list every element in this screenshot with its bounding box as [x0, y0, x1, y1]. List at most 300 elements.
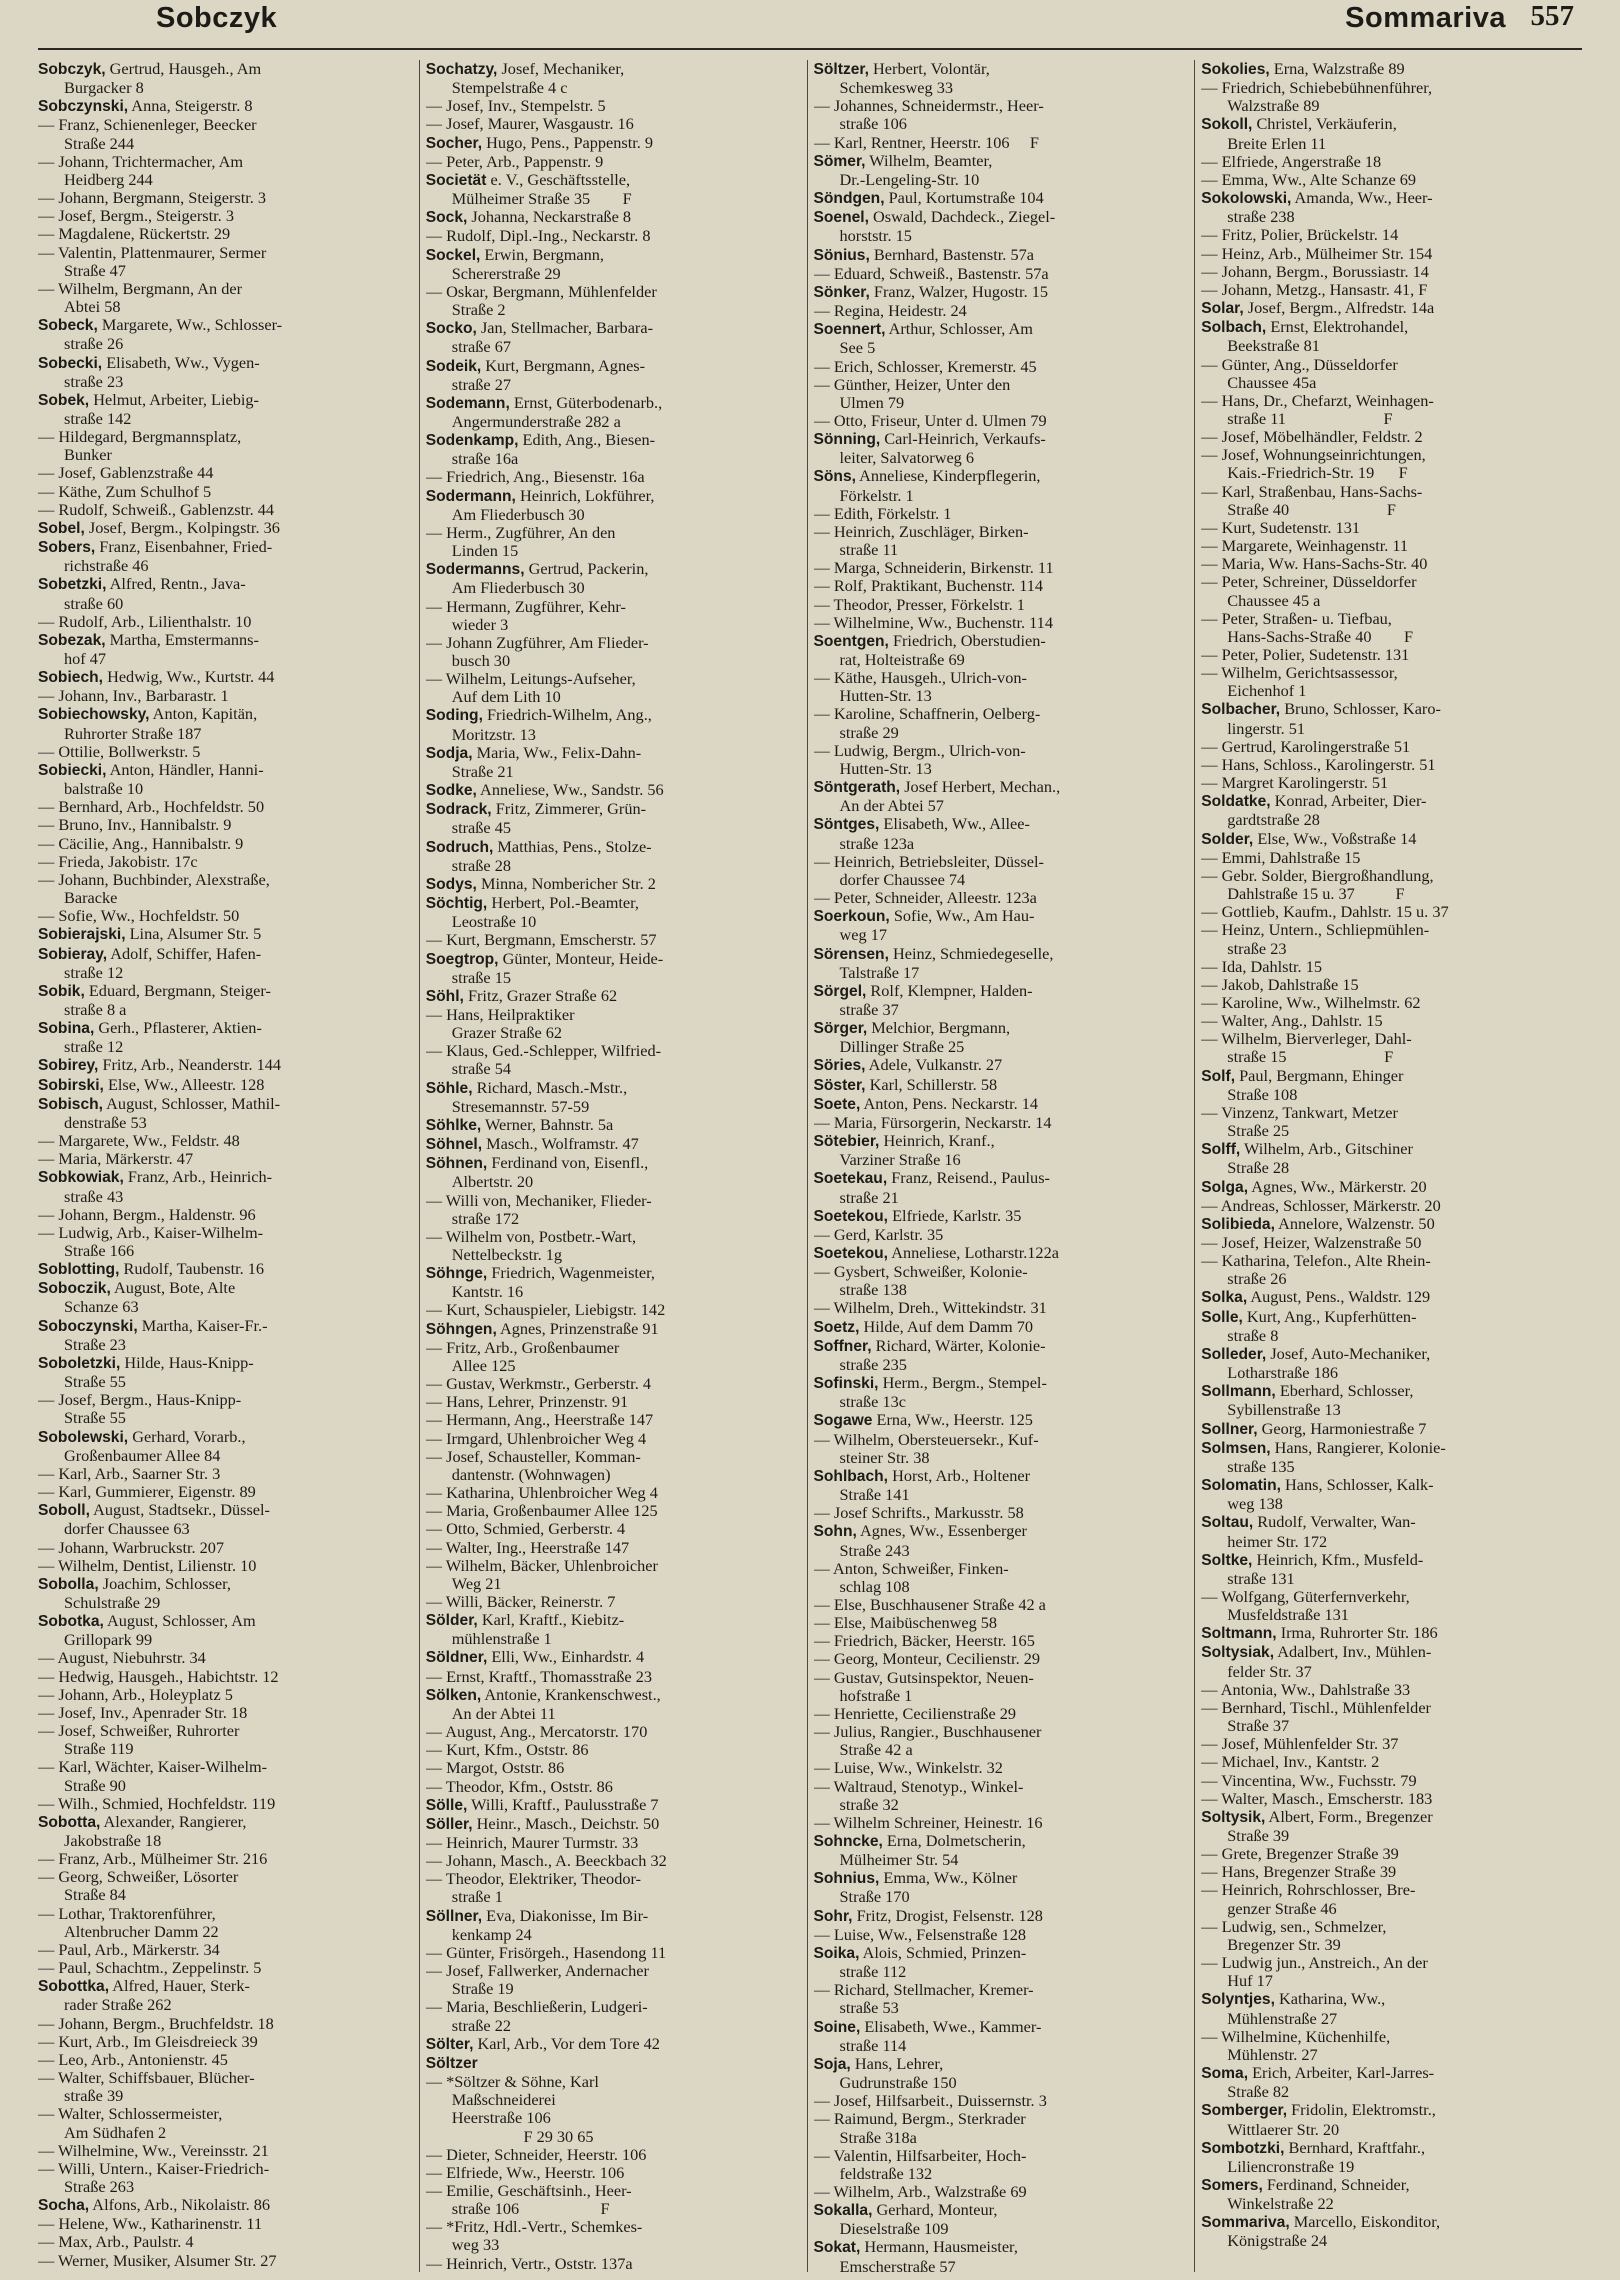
entry-text: — Herm., Zugführer, An den	[425, 523, 616, 542]
entry-text: — Emmi, Dahlstraße 15	[1201, 848, 1361, 867]
directory-entry-line	[1201, 1735, 1576, 1753]
directory-entry-line	[814, 2258, 1189, 2272]
directory-entry-line	[38, 1038, 413, 1056]
entry-text: — Georg, Schweißer, Lösorter	[38, 1868, 239, 1887]
entry-text: straße 106 F	[451, 2200, 610, 2219]
directory-entry	[1201, 1215, 1576, 1234]
entry-surname: Sobecki,	[38, 354, 103, 372]
entry-text: — Karl, Wächter, Kaiser-Wilhelm-	[38, 1758, 268, 1777]
entry-surname: Sommariva,	[1201, 2214, 1290, 2232]
entry-text: lingerstr. 51	[1227, 719, 1306, 738]
directory-entry-line	[38, 79, 413, 97]
directory-entry-line	[426, 413, 801, 431]
directory-entry-line	[426, 1539, 801, 1557]
entry-text: Margarete, Ww., Schlosser-	[97, 316, 283, 335]
entry-text: straße 235	[839, 1355, 907, 1374]
entry-text: straße 112	[839, 1963, 907, 1982]
entry-surname: Sokalla,	[813, 2202, 873, 2220]
directory-entry-line	[1201, 555, 1576, 573]
entry-text: Fritz, Drogist, Felsenstr. 128	[852, 1906, 1043, 1925]
directory-entry-line	[38, 1520, 413, 1538]
entry-text: straße 12	[64, 963, 124, 982]
directory-entry-line	[814, 1114, 1189, 1132]
entry-text: Helmut, Arbeiter, Liebig-	[89, 390, 259, 409]
entry-text: busch 30	[451, 652, 511, 670]
entry-text: — Wilhelm, Arb., Walzstraße 69	[813, 2182, 1027, 2201]
entry-text: — Käthe, Zum Schulhof 5	[38, 482, 212, 501]
entry-text: — Gysbert, Schweißer, Kolonie-	[813, 1263, 1028, 1282]
directory-entry	[814, 982, 1189, 1001]
entry-text: Straße 82	[1227, 2083, 1290, 2102]
entry-text: — Bernhard, Arb., Hochfeldstr. 50	[38, 798, 265, 817]
directory-entry	[38, 1019, 413, 1038]
entry-text: straße 142	[64, 409, 132, 428]
entry-text: Anneliese, Lotharstr.122a	[888, 1244, 1059, 1262]
entry-text: dorfer Chaussee 63	[64, 1520, 190, 1539]
directory-entry-line	[814, 1263, 1189, 1281]
entry-text: Oswald, Dachdeck., Ziegel-	[868, 208, 1056, 227]
entry-text: — Karl, Rentner, Heerstr. 106 F	[813, 133, 1039, 152]
directory-entry-line	[1201, 79, 1576, 97]
directory-entry-line	[1201, 720, 1576, 738]
entry-text: Varziner Straße 16	[839, 1151, 961, 1170]
entry-text: Franz, Eisenbahner, Fried-	[95, 538, 273, 557]
entry-surname: Söhlke,	[425, 1116, 482, 1134]
entry-text: — Gustav, Gutsinspektor, Neuen-	[813, 1668, 1034, 1687]
directory-entry-line	[426, 1228, 801, 1246]
entry-text: — Margarete, Weinhagenstr. 11	[1201, 537, 1409, 556]
directory-entry	[38, 1317, 413, 1336]
entry-text: — Georg, Monteur, Cecilienstr. 29	[813, 1650, 1040, 1669]
directory-entry-line	[1201, 1606, 1576, 1624]
directory-entry-line	[1201, 1900, 1576, 1918]
directory-entry-line	[426, 1834, 801, 1852]
directory-entry-line	[814, 1578, 1189, 1596]
directory-entry-line	[38, 1686, 413, 1704]
directory-entry-line	[38, 1795, 413, 1813]
entry-surname: Soete,	[813, 1095, 861, 1113]
entry-text: — Theodor, Presser, Förkelstr. 1	[813, 595, 1025, 614]
entry-surname: Socha,	[38, 2197, 90, 2215]
directory-entry	[426, 487, 801, 506]
entry-text: Ulmen 79	[839, 393, 905, 412]
entry-text: Konrad, Arbeiter, Dier-	[1270, 792, 1427, 811]
entry-text: Franz, Arb., Heinrich-	[123, 1168, 273, 1187]
entry-text: — August, Ang., Mercatorstr. 170	[425, 1723, 648, 1742]
entry-text: Gerh., Pflasterer, Aktien-	[94, 1019, 262, 1038]
entry-text: — Kurt, Arb., Im Gleisdreieck 39	[38, 2032, 258, 2051]
directory-entry-line	[38, 1150, 413, 1168]
directory-entry-line	[814, 559, 1189, 577]
entry-text: — Johannes, Schneidermstr., Heer-	[813, 97, 1044, 116]
entry-text: Horst, Arb., Holtener	[888, 1466, 1030, 1485]
directory-entry-line	[814, 797, 1189, 815]
directory-entry-line	[426, 1060, 801, 1078]
entry-text: — Josef, Fallwerker, Andernacher	[425, 1962, 649, 1981]
entry-text: Josef, Bergm., Alfredstr. 14a	[1243, 299, 1435, 318]
entry-text: — Walter, Schlossermeister,	[38, 2105, 223, 2124]
directory-entry-line	[814, 760, 1189, 778]
directory-entry-line	[1201, 940, 1576, 958]
entry-surname: Söltzer,	[813, 61, 869, 78]
entry-text: Straße 19	[451, 1980, 514, 1999]
entry-surname: Söldner,	[425, 1649, 488, 1667]
directory-entry-line	[38, 1409, 413, 1427]
column-3	[807, 60, 1195, 2272]
entry-text: Fritz, Grazer Straße 62	[463, 986, 618, 1005]
entry-text: — Wilhelmine, Küchenhilfe,	[1201, 2027, 1391, 2046]
directory-entry	[38, 982, 413, 1001]
directory-entry-line	[38, 1447, 413, 1465]
entry-text: straße 26	[64, 335, 124, 354]
entry-text: Elisabeth, Ww., Allee-	[879, 815, 1030, 834]
entry-text: Richard, Wärter, Kolonie-	[871, 1336, 1046, 1355]
entry-text: Straße 263	[64, 2177, 135, 2196]
directory-entry-line	[1201, 867, 1576, 885]
entry-text: — Franz, Schienenleger, Beecker	[38, 116, 257, 135]
directory-entry-line	[426, 450, 801, 468]
directory-entry-line	[1201, 483, 1576, 501]
entry-surname: Solbacher,	[1201, 701, 1281, 719]
entry-text: straße 172	[451, 1209, 520, 1228]
entry-text: straße 135	[1227, 1457, 1295, 1476]
entry-surname: Sobkowiak,	[38, 1169, 124, 1187]
entry-text: August, Pens., Waldstr. 129	[1247, 1288, 1431, 1307]
entry-text: Bunker	[64, 446, 112, 465]
entry-text: Emscherstraße 57	[839, 2257, 956, 2272]
directory-entry	[38, 945, 413, 964]
entry-text: — Hans, Dr., Chefarzt, Weinhagen-	[1201, 391, 1434, 410]
entry-text: Elisabeth, Wwe., Kammer-	[860, 2017, 1042, 2036]
directory-entry-line	[426, 153, 801, 171]
entry-text: — Johann, Metzg., Hansastr. 41, F	[1201, 280, 1428, 299]
directory-entry	[1201, 1420, 1576, 1439]
entry-surname: Sölder,	[425, 1612, 478, 1630]
directory-entry-line	[1201, 2232, 1576, 2250]
entry-surname: Soentgen,	[813, 632, 889, 650]
directory-entry-line	[426, 1668, 801, 1686]
directory-entry-line	[814, 79, 1189, 97]
entry-text: Friedrich, Wagenmeister,	[487, 1264, 655, 1283]
entry-text: Hans, Lehrer,	[850, 2054, 944, 2073]
entry-surname: Sohr,	[813, 1907, 853, 1925]
directory-entry	[38, 1354, 413, 1373]
entry-text: Mühlenstr. 27	[1227, 2045, 1318, 2064]
directory-entry-line	[38, 1298, 413, 1316]
directory-entry	[38, 1279, 413, 1298]
entry-surname: Sömer,	[813, 152, 866, 170]
directory-entry-line	[1201, 1863, 1576, 1881]
directory-entry	[814, 1467, 1189, 1486]
directory-entry-line	[814, 487, 1189, 505]
entry-surname: Soerkoun,	[813, 908, 890, 926]
entry-text: straße 37	[839, 1000, 899, 1019]
directory-entry-line	[814, 505, 1189, 523]
entry-text: felder Str. 37	[1227, 1662, 1312, 1681]
entry-surname: Sodermann,	[425, 487, 516, 505]
directory-entry-line	[814, 1226, 1189, 1244]
directory-entry	[38, 1575, 413, 1594]
entry-text: Stresemannstr. 57-59	[451, 1097, 590, 1116]
directory-entry-line	[1201, 1104, 1576, 1122]
directory-entry-line	[1201, 1048, 1576, 1066]
directory-entry-line	[38, 1539, 413, 1557]
directory-entry-line	[426, 79, 801, 97]
directory-entry	[426, 1079, 801, 1098]
directory-entry-line	[814, 926, 1189, 944]
directory-entry-line	[1201, 2028, 1576, 2046]
entry-text: straße 23	[1227, 939, 1287, 958]
entry-text: — Ludwig, sen., Schmelzer,	[1201, 1917, 1387, 1936]
entry-text: Alfred, Hauer, Sterk-	[109, 1977, 250, 1996]
entry-text: — Johann, Inv., Barbarastr. 1	[38, 687, 229, 706]
directory-entry-line	[38, 2015, 413, 2033]
entry-text: — Hermann, Zugführer, Kehr-	[425, 597, 626, 616]
entry-text: Anton, Pens. Neckarstr. 14	[860, 1094, 1039, 1113]
directory-entry-line	[814, 1431, 1189, 1449]
directory-entry-line	[38, 595, 413, 613]
entry-surname: Soma,	[1201, 2065, 1249, 2083]
entry-text: Minna, Nombericher Str. 2	[476, 874, 656, 893]
entry-text: Anton, Kapitän,	[149, 705, 258, 724]
directory-entry	[426, 781, 801, 800]
directory-entry-line	[426, 2182, 801, 2200]
entry-text: — Raimund, Bergm., Sterkrader	[813, 2110, 1026, 2129]
directory-entry-line	[38, 225, 413, 243]
directory-entry-line	[426, 1098, 801, 1116]
entry-text: — Wilhelm, Bergmann, An der	[38, 279, 243, 298]
entry-text: Anton, Händler, Hanni-	[106, 760, 264, 779]
entry-text: Hans, Rangierer, Kolonie-	[1270, 1438, 1446, 1457]
entry-text: Elisabeth, Ww., Vygen-	[102, 353, 260, 372]
directory-entry-line	[814, 339, 1189, 357]
directory-entry-line	[426, 1283, 801, 1301]
page-header	[38, 0, 1582, 50]
entry-surname: Sobotta,	[38, 1813, 101, 1831]
entry-surname: Solyntjes,	[1201, 1991, 1275, 2009]
directory-entry-line	[38, 2252, 413, 2270]
directory-entry-line	[814, 1542, 1189, 1560]
directory-entry	[1201, 1382, 1576, 1401]
directory-entry	[1201, 1439, 1576, 1458]
directory-entry	[1201, 1513, 1576, 1532]
entry-text: Josef, Mechaniker,	[497, 60, 625, 78]
column-2	[419, 60, 807, 2272]
entry-text: straße 43	[64, 1187, 124, 1206]
directory-entry	[38, 391, 413, 410]
entry-text: mühlenstraße 1	[451, 1630, 552, 1649]
directory-entry-line	[426, 819, 801, 837]
entry-text: Straße 166	[64, 1242, 135, 1260]
directory-entry-line	[1201, 1122, 1576, 1140]
directory-entry-line	[38, 1114, 413, 1132]
entry-text: Straße 244	[64, 134, 135, 153]
directory-entry-line	[38, 428, 413, 446]
entry-text: — Irmgard, Uhlenbroicher Weg 4	[425, 1429, 647, 1448]
entry-text: — Karoline, Ww., Wilhelmstr. 62	[1201, 993, 1421, 1012]
directory-entry-line	[1201, 976, 1576, 994]
directory-entry	[38, 2196, 413, 2215]
entry-surname: Societät	[425, 171, 487, 189]
entry-text: — Fritz, Arb., Großenbaumer	[425, 1338, 620, 1357]
entry-surname: Sogawe	[813, 1412, 873, 1430]
directory-entry-line	[1201, 374, 1576, 392]
directory-entry	[426, 1686, 801, 1705]
directory-entry-line	[426, 931, 801, 949]
entry-text: — Josef, Bergm., Haus-Knipp-	[38, 1391, 242, 1410]
directory-entry	[38, 354, 413, 373]
entry-surname: Somers,	[1201, 2176, 1263, 2194]
entry-text: Heidberg 244	[64, 170, 153, 189]
entry-text: — Peter, Schreiner, Düsseldorfer	[1201, 573, 1417, 592]
directory-entry	[38, 97, 413, 116]
entry-text: — Wilhelm, Bierverleger, Dahl-	[1201, 1030, 1412, 1049]
directory-entry-line	[426, 579, 801, 597]
directory-entry	[814, 189, 1189, 208]
entry-text: straße 29	[839, 723, 899, 742]
entry-text: An der Abtei 57	[839, 797, 944, 816]
directory-entry-line	[814, 523, 1189, 541]
directory-entry-line	[426, 1375, 801, 1393]
entry-text: Dillinger Straße 25	[839, 1038, 965, 1057]
entry-surname: Sokolowski,	[1201, 190, 1292, 208]
directory-entry-line	[814, 171, 1189, 189]
entry-text: straße 1	[451, 1888, 503, 1907]
directory-entry-line	[1201, 2158, 1576, 2176]
directory-entry-line	[426, 227, 801, 245]
entry-text: — Lothar, Traktorenführer,	[38, 1904, 216, 1923]
entry-text: straße 15 F	[1227, 1048, 1394, 1067]
entry-text: Ernst, Güterbodenarb.,	[509, 393, 663, 412]
entry-text: — Josef, Mühlenfelder Str. 37	[1201, 1735, 1399, 1754]
entry-text: — Grete, Bregenzer Straße 39	[1201, 1845, 1399, 1864]
entry-text: Straße 55	[64, 1409, 126, 1428]
entry-surname: Sobottka,	[38, 1978, 110, 1996]
directory-entry-line	[38, 2087, 413, 2105]
entry-text: — Werner, Musiker, Alsumer Str. 27	[38, 2251, 277, 2270]
entry-text: Agnes, Ww., Märkerstr. 20	[1248, 1177, 1427, 1196]
directory-entry-line	[38, 853, 413, 871]
directory-entry	[814, 1522, 1189, 1541]
entry-surname: Sötebier,	[813, 1133, 880, 1151]
entry-text: — Otto, Friseur, Unter d. Ulmen 79	[813, 411, 1047, 430]
entry-text: Liliencronstraße 19	[1227, 2157, 1355, 2176]
directory-entry-line	[38, 1483, 413, 1501]
entry-surname: Soika,	[813, 1944, 860, 1962]
directory-entry-line	[38, 1649, 413, 1667]
entry-text: schlag 108	[839, 1577, 910, 1596]
entry-text: Hans, Schlosser, Kalk-	[1280, 1476, 1434, 1495]
directory-entry-line	[426, 1042, 801, 1060]
entry-text: straße 12	[64, 1038, 124, 1057]
entry-surname: Söllner,	[425, 1907, 483, 1925]
directory-entry-line	[426, 2017, 801, 2035]
directory-entry-line	[1201, 1327, 1576, 1345]
entry-text: — Else, Buschhausener Straße 42 a	[813, 1595, 1046, 1614]
directory-entry	[38, 1168, 413, 1187]
directory-entry	[426, 987, 801, 1006]
entry-text: — Ludwig, Bergm., Ulrich-von-	[813, 741, 1026, 760]
directory-entry-line	[814, 97, 1189, 115]
directory-entry-line	[1201, 1012, 1576, 1030]
directory-entry	[426, 1611, 801, 1630]
directory-entry-line	[426, 1520, 801, 1538]
entry-text: Straße 25	[1227, 1122, 1290, 1141]
directory-entry-line	[1201, 1936, 1576, 1954]
entry-text: Jakobstraße 18	[64, 1832, 162, 1850]
entry-text: straße 21	[839, 1188, 899, 1207]
entry-surname: Soboczynski,	[38, 1317, 138, 1335]
directory-entry-line	[426, 1630, 801, 1648]
entry-text: Josef Herbert, Mechan.,	[900, 778, 1061, 797]
entry-text: — Ernst, Kraftf., Thomasstraße 23	[425, 1667, 652, 1686]
entry-text: Abtei 58	[64, 298, 121, 317]
directory-entry-line	[814, 449, 1189, 467]
directory-entry-line	[1201, 1086, 1576, 1104]
entry-surname: Sodermanns,	[425, 561, 525, 579]
directory-entry-line	[814, 2165, 1189, 2183]
directory-entry	[38, 1428, 413, 1447]
directory-entry-line	[814, 1504, 1189, 1522]
directory-entry-line	[1201, 464, 1576, 482]
entry-text: — Marga, Schneiderin, Birkenstr. 11	[813, 559, 1054, 578]
entry-surname: Sobiechowsky,	[38, 706, 150, 724]
directory-entry-line	[1201, 2010, 1576, 2028]
directory-entry-line	[38, 557, 413, 575]
directory-entry-line	[1201, 958, 1576, 976]
directory-entry-line	[38, 1868, 413, 1886]
entry-surname: Sokoll,	[1201, 116, 1253, 134]
directory-entry-line	[426, 1723, 801, 1741]
directory-entry-line	[38, 1722, 413, 1740]
directory-entry	[38, 60, 413, 79]
directory-entry	[1201, 1308, 1576, 1327]
entry-text: Werner, Bahnstr. 5a	[481, 1115, 614, 1134]
directory-entry-line	[1201, 664, 1576, 682]
entry-text: Straße 90	[64, 1776, 126, 1795]
entry-surname: Söhngen,	[425, 1320, 497, 1338]
directory-entry	[814, 1169, 1189, 1188]
directory-entry-line	[1201, 994, 1576, 1012]
entry-surname: Solff,	[1201, 1141, 1241, 1159]
entry-text: — Johann, Bergmann, Steigerstr. 3	[38, 189, 267, 208]
directory-entry-line	[1201, 1845, 1576, 1863]
entry-text: Lina, Alsumer Str. 5	[125, 925, 262, 944]
entry-text: — Waltraud, Stenotyp., Winkel-	[813, 1777, 1024, 1796]
entry-text: Chaussee 45a	[1227, 373, 1317, 392]
entry-text: Straße 170	[839, 1888, 910, 1907]
directory-entry-line	[814, 1687, 1189, 1705]
directory-entry	[426, 171, 801, 190]
entry-text: — Josef, Bergm., Steigerstr. 3	[38, 207, 234, 226]
entry-text: Maßschneiderei	[451, 2091, 556, 2110]
entry-text: — Magdalene, Rückertstr. 29	[38, 225, 231, 244]
entry-text: Schererstraße 29	[451, 264, 561, 283]
entry-text: Beekstraße 81	[1227, 337, 1320, 356]
directory-entry-line	[38, 687, 413, 705]
entry-surname: Söller,	[425, 1815, 473, 1833]
entry-text: Chaussee 45 a	[1227, 591, 1321, 610]
directory-entry-line	[38, 153, 413, 171]
directory-entry	[814, 907, 1189, 926]
directory-entry-line	[426, 301, 801, 319]
directory-entry-line	[1201, 2121, 1576, 2139]
directory-entry-line	[814, 1299, 1189, 1317]
directory-entry-line	[426, 1502, 801, 1520]
entry-surname: Sönning,	[813, 431, 881, 449]
directory-entry-line	[426, 2091, 801, 2109]
directory-entry	[814, 2238, 1189, 2257]
